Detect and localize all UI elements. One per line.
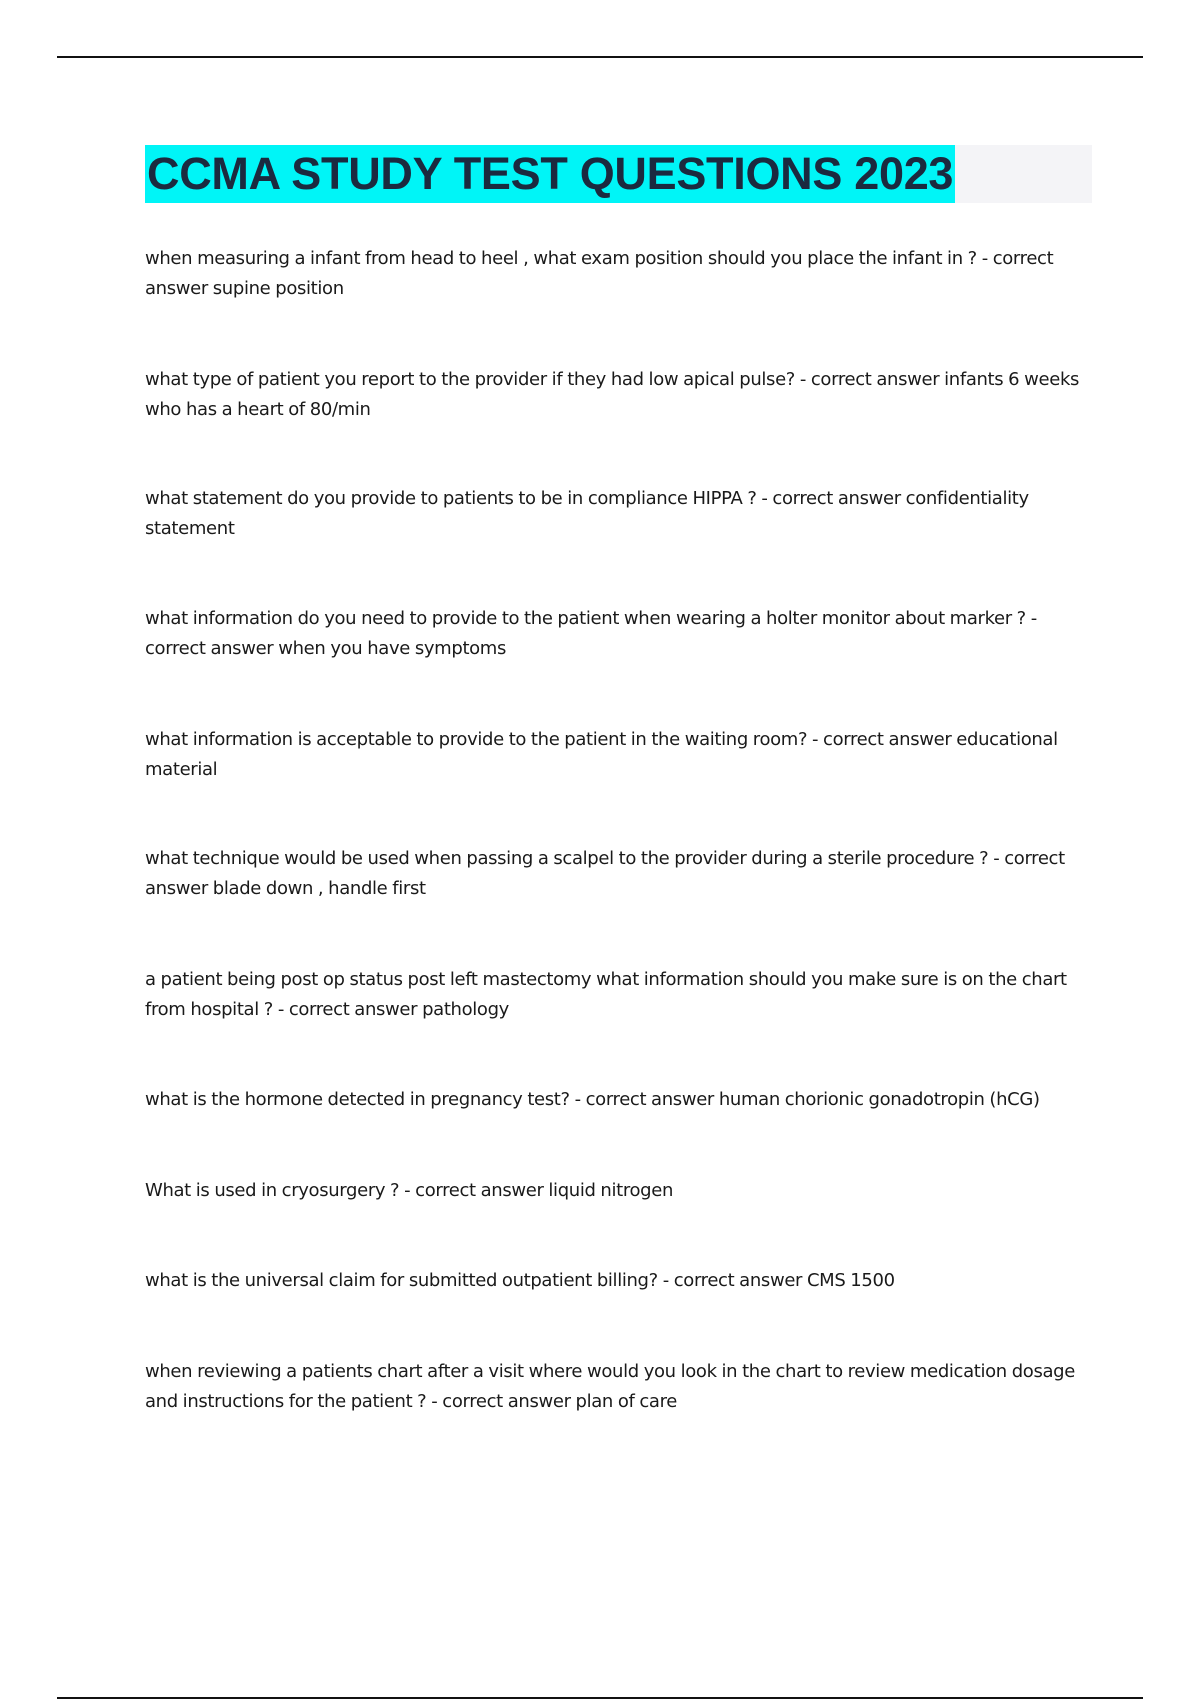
document-title: CCMA STUDY TEST QUESTIONS 2023 [145,145,955,203]
qa-item-6: what technique would be used when passing a scalpel to the provider during a sterile procedure ? - correct answer blade down , handle first [145,848,1065,899]
qa-item-2: what type of patient you report to the provider if they had low apical pulse? - correct answer infants 6 weeks who has a heart of 80/min [145,369,1080,420]
qa-item-8: what is the hormone detected in pregnancy test? - correct answer human chorionic gonadotropin (hCG) [145,1089,1040,1110]
qa-item-7: a patient being post op status post left mastectomy what information should you make sure is on the chart from hospital ? - correct answer pathology [145,969,1067,1020]
qa-item-11: when reviewing a patients chart after a visit where would you look in the chart to review medication dosage and instructions for the patient ? - correct answer plan of care [145,1361,1075,1412]
qa-item-10: what is the universal claim for submitted outpatient billing? - correct answer CMS 1500 [145,1270,895,1291]
qa-item-5: what information is acceptable to provide to the patient in the waiting room? - correct answer educational material [145,729,1058,780]
qa-item-9: What is used in cryosurgery ? - correct answer liquid nitrogen [145,1180,674,1201]
qa-item-4: what information do you need to provide to the patient when wearing a holter monitor about marker ? - correct answer when you have symptoms [145,608,1037,659]
qa-item-3: what statement do you provide to patients to be in compliance HIPPA ? - correct answer confidentiality statement [145,488,1029,539]
top-divider [57,56,1143,58]
title-band [145,145,1092,203]
qa-item-1: when measuring a infant from head to heel , what exam position should you place the infant in ? - correct answer supine position [145,248,1054,299]
bottom-divider [57,1697,1143,1699]
